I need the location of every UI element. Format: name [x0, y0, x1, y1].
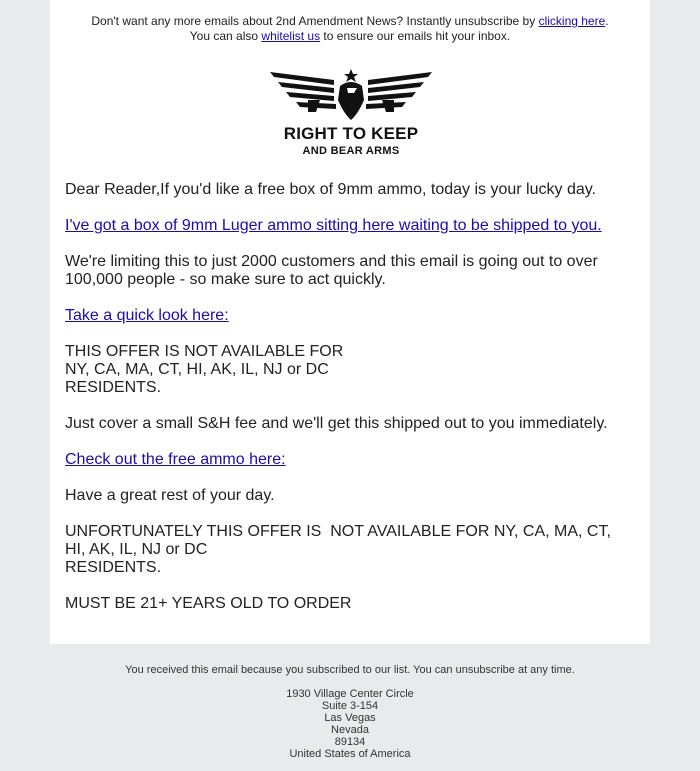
restriction-1-line-3: RESIDENTS.	[65, 379, 162, 396]
email-footer	[0, 664, 700, 760]
restriction-notice-2	[65, 523, 625, 577]
quick-look-link[interactable]: Take a quick look here:	[65, 307, 229, 324]
brand-logo	[268, 66, 434, 158]
restriction-2-line-2: HI, AK, IL, NJ or DC	[65, 541, 208, 558]
limit-line-2: 100,000 people - so make sure to act quickly.	[65, 271, 386, 288]
notice-line2-suffix: to ensure our emails hit your inbox.	[320, 29, 511, 43]
address-line: Suite 3-154	[321, 700, 379, 712]
address-line: Las Vegas	[324, 712, 376, 724]
logo-title: RIGHT TO KEEP	[283, 124, 419, 143]
limit-line-1: We're limiting this to just 2000 customers and this email is going out to over	[65, 253, 598, 270]
address-line: 1930 Village Center Circle	[286, 688, 414, 700]
notice-line1-suffix: .	[605, 14, 609, 28]
restriction-1-line-1: THIS OFFER IS NOT AVAILABLE FOR	[65, 343, 344, 360]
restriction-2-line-3: RESIDENTS.	[65, 559, 162, 576]
logo-subtitle: AND BEAR ARMS	[302, 145, 400, 157]
age-requirement: MUST BE 21+ YEARS OLD TO ORDER	[65, 595, 352, 612]
address-line: United States of America	[289, 748, 411, 760]
greeting-text: Dear Reader,If you'd like a free box of 9mm ammo, today is your lucky day.	[65, 181, 596, 198]
restriction-notice-1	[65, 343, 625, 397]
unsubscribe-link[interactable]: clicking here	[538, 14, 606, 28]
eagle-wings-icon	[268, 66, 434, 122]
notice-line1-text: Don't want any more emails about 2nd Amendment News? Instantly unsubscribe by	[91, 14, 539, 28]
ammo-offer-link[interactable]: I've got a box of 9mm Luger ammo sitting here waiting to be shipped to you.	[65, 217, 602, 234]
limit-paragraph	[65, 253, 625, 289]
restriction-2-line-1: UNFORTUNATELY THIS OFFER IS NOT AVAILABLE FOR NY, CA, MA, CT,	[65, 523, 611, 540]
fee-text: Just cover a small S&H fee and we'll get this shipped out to you immediately.	[65, 415, 608, 432]
email-card	[50, 0, 650, 644]
notice-line2-text: You can also	[189, 29, 262, 43]
unsubscribe-notice	[50, 14, 650, 44]
restriction-1-line-2: NY, CA, MA, CT, HI, AK, IL, NJ or DC	[65, 361, 329, 378]
address-line: Nevada	[331, 724, 369, 736]
closing-text: Have a great rest of your day.	[65, 487, 275, 504]
whitelist-link[interactable]: whitelist us	[261, 29, 321, 43]
free-ammo-link[interactable]: Check out the free ammo here:	[65, 451, 286, 468]
address-line: 89134	[334, 736, 366, 748]
subscription-reason: You received this email because you subscribed to our list. You can unsubscribe at any time.	[125, 664, 575, 676]
